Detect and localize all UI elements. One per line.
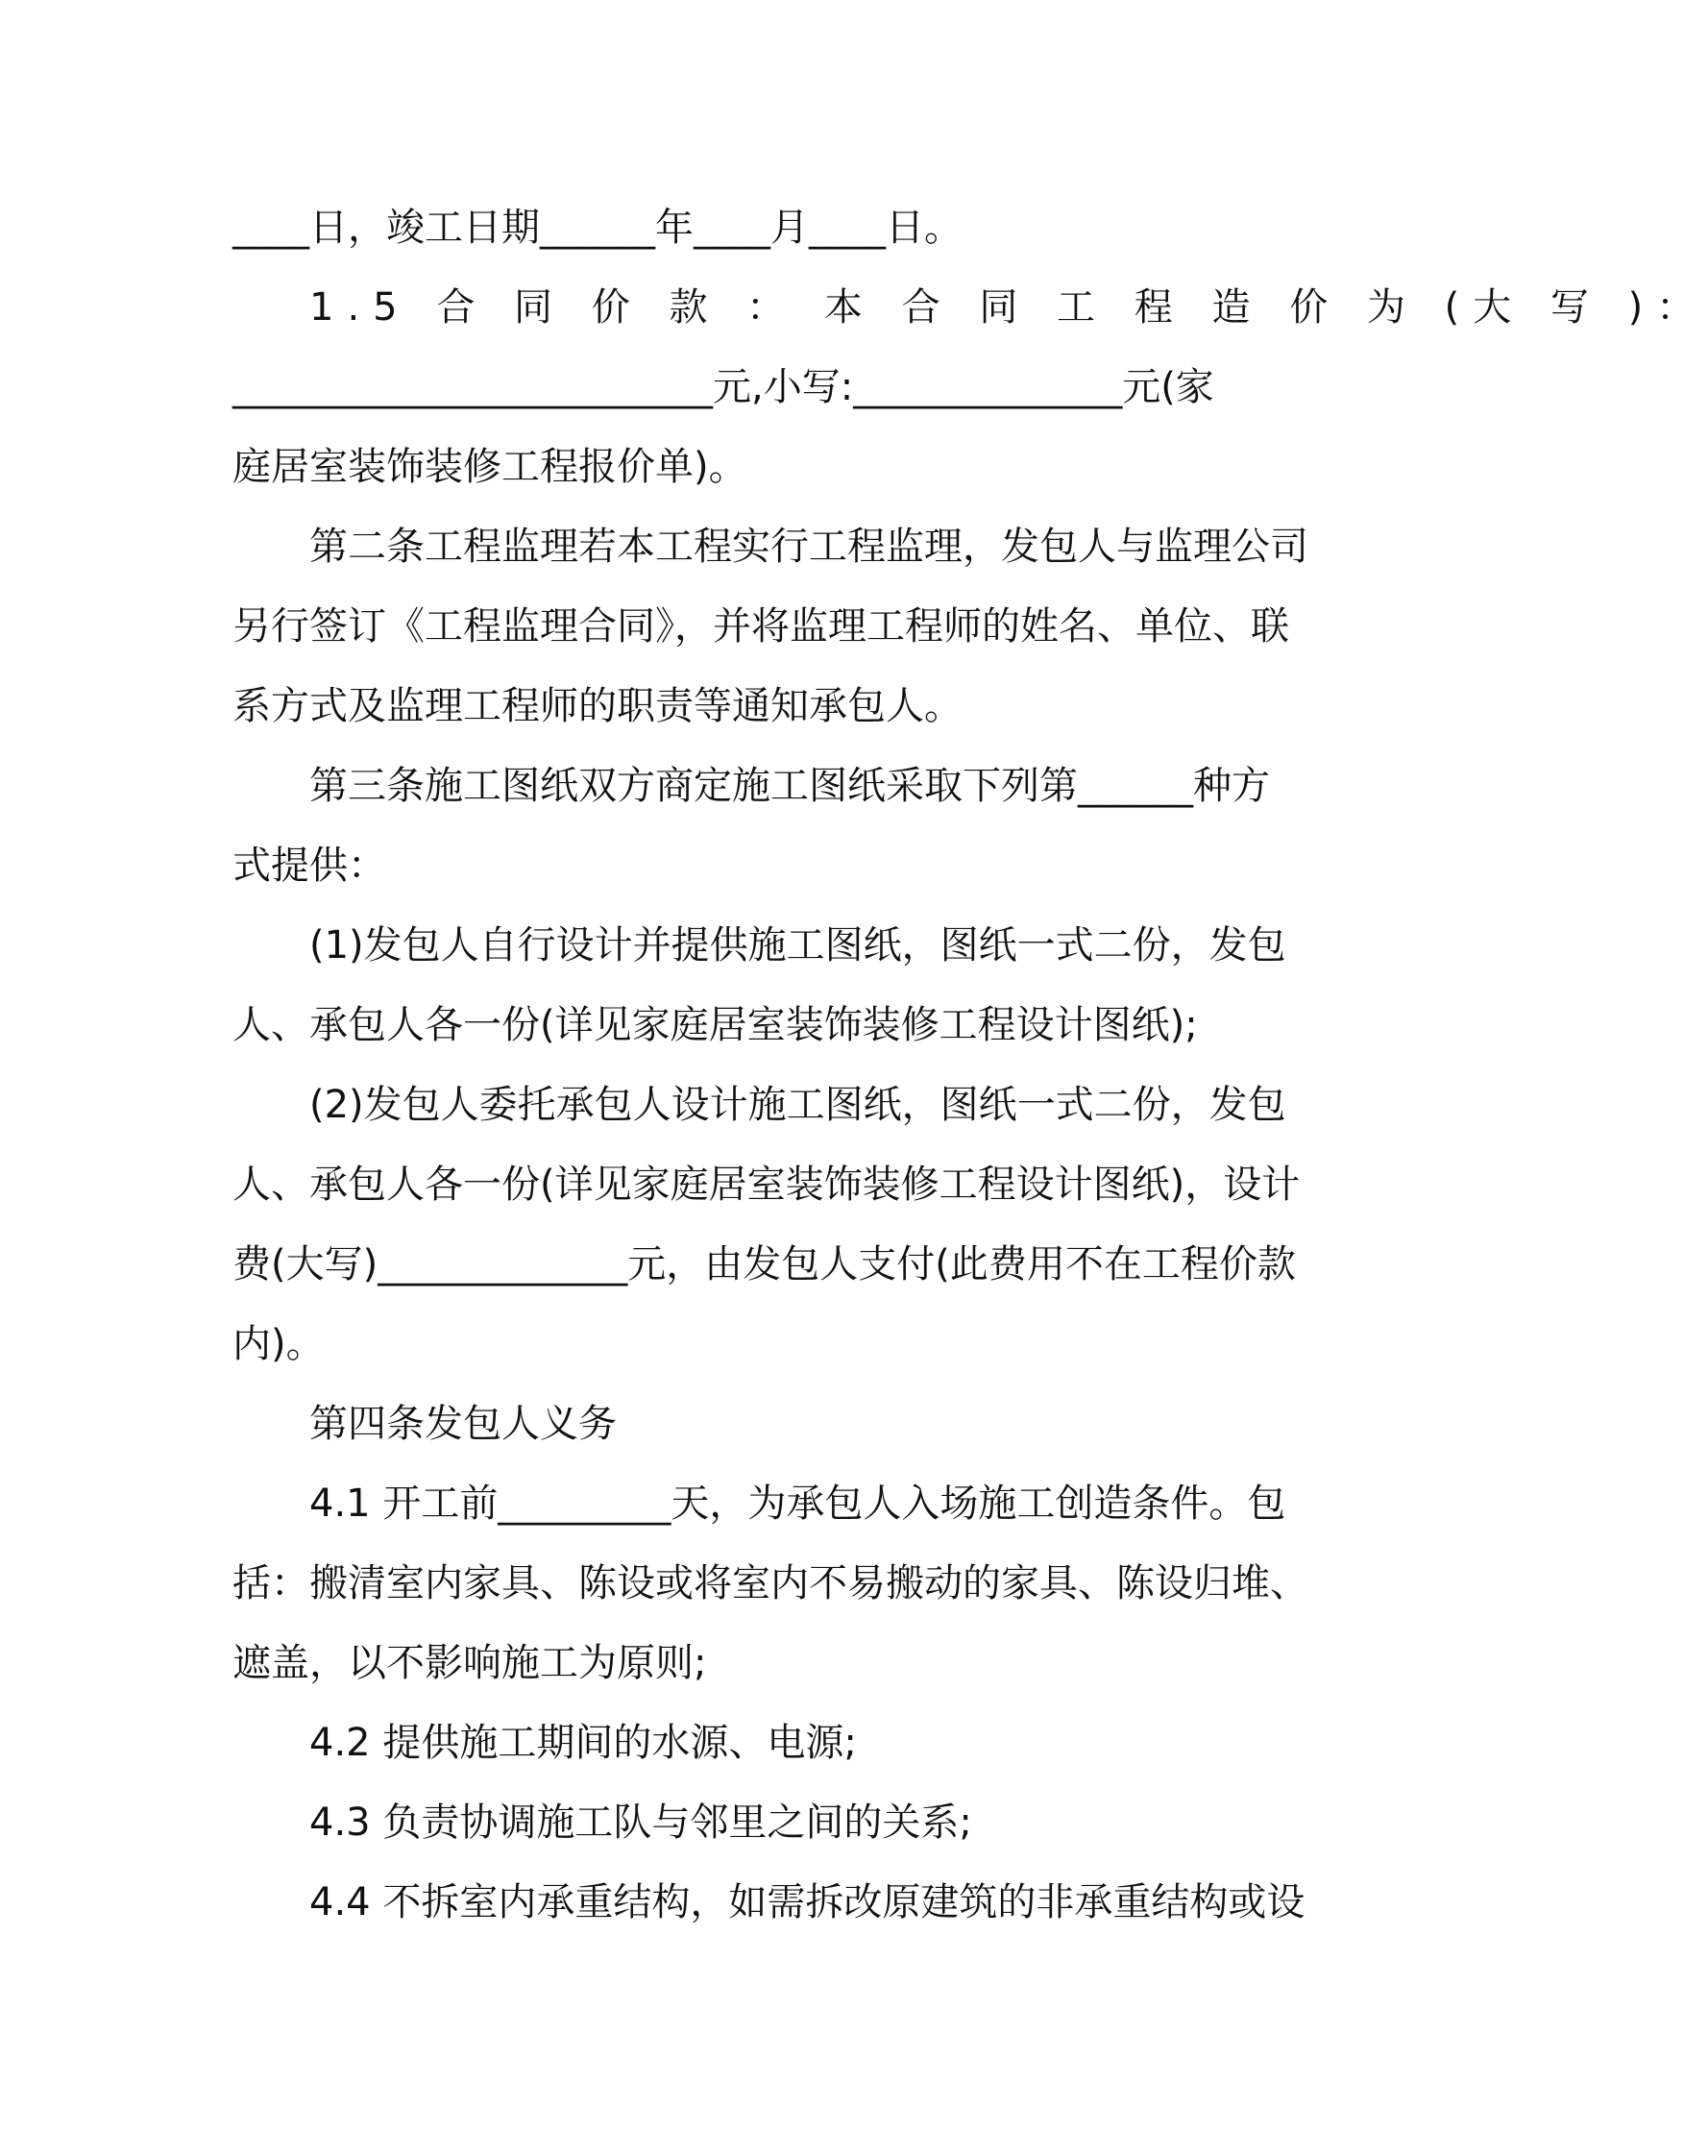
text-line: 4.1 开工前_________天，为承包人入场施工创造条件。包	[309, 1482, 1286, 1526]
text-line: 内)。	[232, 1322, 325, 1366]
text-line: 式提供：	[232, 844, 386, 888]
text-line: 另行签订《工程监理合同》，并将监理工程师的姓名、单位、联	[232, 604, 1289, 649]
text-line: 括：搬清室内家具、陈设或将室内不易搬动的家具、陈设归堆、	[232, 1561, 1308, 1605]
text-line: 遮盖，以不影响施工为原则;	[232, 1641, 707, 1685]
text-line: 4.3 负责协调施工队与邻里之间的关系;	[309, 1801, 972, 1845]
section-heading: 第四条发包人义务	[309, 1402, 617, 1446]
text-line: 系方式及监理工程师的职责等通知承包人。	[232, 684, 963, 728]
text-line: 庭居室装饰装修工程报价单)。	[232, 445, 747, 489]
text-line: 1.5 合 同 价 款 ： 本 合 同 工 程 造 价 为 (大 写 )：	[309, 285, 1708, 330]
text-line: 4.4 不拆室内承重结构，如需拆改原建筑的非承重结构或设	[309, 1880, 1305, 1924]
text-line: 人、承包人各一份(详见家庭居室装饰装修工程设计图纸);	[232, 1003, 1198, 1047]
text-line: 4.2 提供施工期间的水源、电源;	[309, 1721, 857, 1765]
text-line: ____日，竣工日期______年____月____日。	[232, 206, 963, 250]
text-line: (2)发包人委托承包人设计施工图纸，图纸一式二份，发包	[309, 1083, 1286, 1127]
text-line: (1)发包人自行设计并提供施工图纸，图纸一式二份，发包	[309, 923, 1286, 968]
document-body	[232, 188, 1708, 1943]
text-line: 第二条工程监理若本工程实行工程监理，发包人与监理公司	[309, 525, 1308, 569]
text-line: 费(大写)_____________元，由发包人支付(此费用不在工程价款	[232, 1242, 1296, 1286]
text-line: _________________________元,小写:______________元(家	[232, 365, 1214, 409]
text-line: 第三条施工图纸双方商定施工图纸采取下列第______种方	[309, 764, 1270, 808]
text-line: 人、承包人各一份(详见家庭居室装饰装修工程设计图纸)，设计	[232, 1163, 1301, 1207]
